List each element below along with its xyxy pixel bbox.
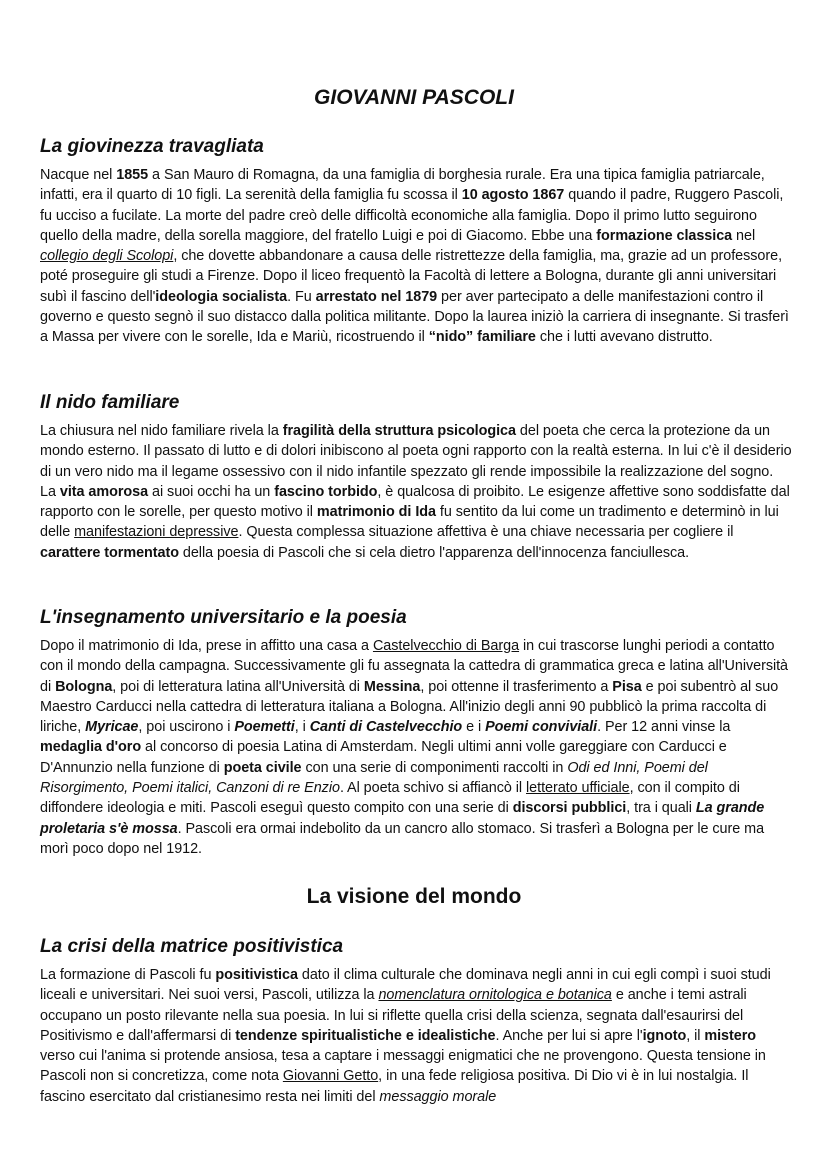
section-heading-crisi: La crisi della matrice positivistica: [40, 936, 344, 957]
text-run: fascino torbido: [274, 483, 378, 500]
text-run: arrestato nel 1879: [315, 288, 438, 305]
text-run: che i lutti avevano distrutto.: [535, 329, 713, 346]
text-run: messaggio morale: [379, 1088, 497, 1105]
section-paragraph-crisi: [40, 965, 792, 1107]
section-heading-insegnamento: L'insegnamento universitario e la poesia: [40, 607, 407, 628]
text-run: “nido” familiare: [428, 329, 536, 346]
text-run: manifestazioni depressive: [74, 524, 239, 541]
text-run: verso cui l'anima si protende ansiosa, tesa a captare i messaggi enigmatici che ne provengono. Questa tensione in Pascoli non si concretizza, come nota: [40, 1048, 766, 1085]
text-run: e i: [462, 719, 486, 736]
text-run: , poi ottenne il trasferimento a: [420, 678, 613, 695]
text-run: nel: [732, 227, 756, 244]
text-run: La chiusura nel nido familiare rivela la: [40, 423, 283, 439]
text-run: fu sentito da lui come un tradimento e determinò in lui delle: [40, 504, 779, 541]
text-run: e poi subentrò al suo Maestro Carducci nella cattedra di letteratura italiana a Bologna. All'inizio degli anni 90 pubblicò la prima raccolta di liriche,: [40, 678, 779, 736]
text-run: positivistica: [215, 967, 298, 983]
text-run: Messina: [363, 678, 421, 695]
text-run: in cui trascorse lunghi periodi a contatto con il mondo della campagna. Successivamente gli fu assegnata la cattedra di grammatica greca e latina all'Università di: [40, 638, 789, 695]
text-run: fragilità della struttura psicologica: [282, 423, 516, 439]
text-run: . Questa complessa situazione affettiva è una chiave necessaria per cogliere il: [238, 524, 734, 541]
section-paragraph-insegnamento: [40, 636, 792, 859]
text-run: Nacque nel: [40, 167, 117, 183]
text-run: e anche i temi astrali occupano un posto rilevante nella sua poesia. In lui si riflette quella crisi della scienza, segnata dall'esaurirsi del Positivismo e dall'affermarsi di: [40, 987, 747, 1044]
text-run: nomenclatura ornitologica e botanica: [378, 987, 612, 1004]
text-run: Odi ed Inni, Poemi del Risorgimento, Poemi italici, Canzoni di re Enzio: [40, 759, 708, 797]
text-run: formazione classica: [596, 227, 733, 244]
text-run: Poemetti: [234, 719, 295, 736]
text-run: tendenze spiritualistiche e idealistiche: [235, 1027, 496, 1044]
section-heading-nido: Il nido familiare: [40, 392, 180, 413]
text-run: della poesia di Pascoli che si cela dietro l'apparenza dell'innocenza fanciullesca.: [178, 544, 690, 561]
text-run: discorsi pubblici: [512, 800, 627, 817]
text-run: ideologia socialista: [155, 288, 288, 305]
text-run: La grande proletaria s'è mossa: [40, 800, 765, 837]
text-run: . Fu: [287, 288, 316, 305]
text-run: . Pascoli era ormai indebolito da un cancro allo stomaco. Si trasferì a Bologna per le cure ma morì poco dopo nel 1912.: [40, 820, 765, 857]
text-run: con una serie di componimenti raccolti in: [301, 759, 568, 776]
text-run: Giovanni Getto: [282, 1068, 379, 1085]
text-run: 1855: [116, 167, 149, 183]
text-run: poeta civile: [223, 759, 302, 776]
text-run: al concorso di poesia Latina di Amsterdam. Negli ultimi anni volle gareggiare con Carducci e D'Annunzio nella funzione di: [40, 739, 727, 776]
section-paragraph-giovinezza: [40, 165, 792, 348]
text-run: ai suoi occhi ha un: [148, 483, 275, 500]
text-run: , con il compito di diffondere ideologia e miti. Pascoli eseguì questo compito con una serie di: [40, 780, 740, 817]
text-run: , poi uscirono i: [138, 719, 235, 736]
text-run: , poi di letteratura latina all'Università di: [112, 678, 364, 695]
section-heading-giovinezza: La giovinezza travagliata: [40, 136, 264, 157]
text-run: . Anche per lui si apre l': [495, 1027, 643, 1044]
text-run: del poeta che cerca la protezione da un mondo esterno. Il passato di lutto e di dolori inibiscono al poeta ogni rapporto con la realtà esterna. In lui c'è il desiderio di un vero nido ma il legame ossessivo con il nido infantile spezzato gli rende impossibile la realizzazione del sogno. La: [40, 423, 792, 500]
text-run: , tra i quali: [626, 800, 696, 817]
text-run: vita amorosa: [59, 483, 149, 500]
text-run: , in una fede religiosa positiva. Di Dio vi è in lui nostalgia. Il fascino esercitato dal cristianesimo resta nei limiti del: [40, 1068, 749, 1105]
text-run: dato il clima culturale che dominava negli anni in cui egli compì i suoi studi liceali e universitari. Nei suoi versi, Pascoli, utilizza la: [40, 967, 771, 1004]
text-run: collegio degli Scolopi: [40, 248, 174, 265]
text-run: Bologna: [55, 678, 113, 695]
text-run: La formazione di Pascoli fu: [40, 967, 216, 983]
text-run: ignoto: [642, 1027, 687, 1044]
text-run: matrimonio di Ida: [316, 504, 436, 521]
text-run: . Al poeta schivo si affiancò il: [339, 780, 527, 797]
text-run: per aver partecipato a delle manifestazioni contro il governo e questo segnò il suo distacco dalla politica militante. Dopo la laurea iniziò la carriera di insegnante. Si trasferì a Massa per vivere con le sorelle, Ida e Mariù, ricostruendo il: [40, 288, 789, 346]
text-run: Dopo il matrimonio di Ida, prese in affitto una casa a: [40, 638, 373, 654]
text-run: 10 agosto 1867: [461, 187, 565, 204]
text-run: carattere tormentato: [40, 544, 179, 561]
text-run: letterato ufficiale: [526, 780, 630, 797]
text-run: medaglia d'oro: [40, 739, 142, 756]
text-run: , che dovette abbandonare a causa delle ristrettezze della famiglia, ma, grazie ad un professore, poté proseguire gli studi a Firenze. Dopo il liceo frequentò la Facoltà di lettere a Bologna, durante gli anni universitari subì il fascino dell': [40, 248, 783, 305]
text-run: Poemi conviviali: [485, 719, 598, 736]
text-run: Castelvecchio di Barga: [372, 638, 520, 654]
text-run: mistero: [704, 1027, 756, 1044]
text-run: a San Mauro di Romagna, da una famiglia di borghesia rurale. Era una tipica famiglia patriarcale, infatti, era il quarto di 10 figli. La serenità della famiglia fu scossa il: [40, 167, 765, 204]
part-title-visione: La visione del mondo: [306, 885, 522, 908]
text-run: Canti di Castelvecchio: [309, 719, 463, 736]
text-run: , il: [686, 1027, 705, 1044]
text-run: . Per 12 anni vinse la: [597, 719, 731, 736]
text-run: Pisa: [612, 678, 642, 695]
text-run: , i: [294, 719, 310, 736]
section-paragraph-nido: [40, 421, 792, 563]
text-run: , è qualcosa di proibito. Le esigenze affettive sono soddisfatte dal rapporto con le sorelle, per questo motivo il: [40, 483, 790, 521]
text-run: quando il padre, Ruggero Pascoli, fu ucciso a fucilate. La morte del padre creò delle difficoltà economiche alla famiglia. Dopo il primo lutto seguirono quello della madre, della sorella maggiore, del fratello Luigi e poi di Giacomo. Ebbe una: [40, 187, 784, 244]
document-title: GIOVANNI PASCOLI: [314, 86, 514, 109]
text-run: Myricae: [85, 719, 139, 736]
